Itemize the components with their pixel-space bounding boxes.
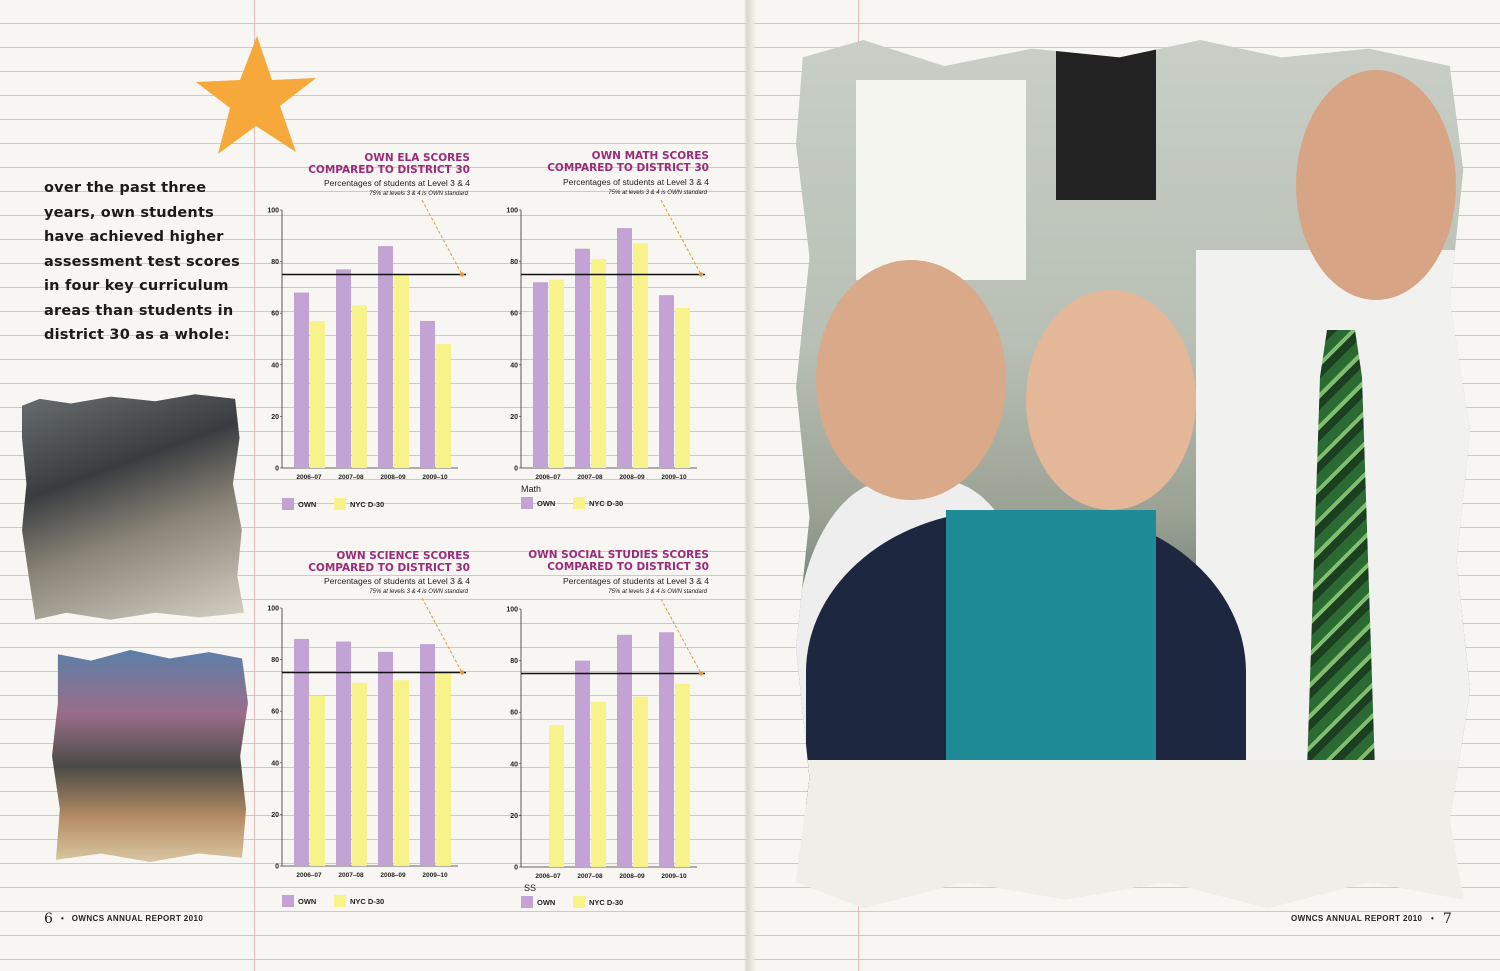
- y-tick-label: 20: [510, 413, 518, 421]
- photo-students-with-teacher: [796, 40, 1470, 908]
- chart-subtitle: Percentages of students at Level 3 & 4: [562, 177, 709, 187]
- legend-district-swatch: [334, 498, 346, 510]
- chart-math: [501, 150, 709, 520]
- chart-subtitle: Percentages of students at Level 3 & 4: [562, 576, 709, 586]
- chart-ela: [262, 150, 470, 520]
- bar-own: [336, 642, 351, 866]
- y-tick-label: 60: [271, 708, 279, 716]
- bar-district: [549, 280, 564, 468]
- x-tick-label: 2009–10: [422, 872, 448, 879]
- y-tick-label: 80: [510, 658, 518, 666]
- bar-district: [436, 673, 451, 867]
- chart-title-line2: COMPARED TO DISTRICT 30: [547, 162, 709, 174]
- x-tick-label: 2008–09: [380, 474, 406, 481]
- chart-plot-area: [262, 548, 470, 888]
- chart-legend: [282, 498, 386, 510]
- legend-own-swatch: [282, 895, 294, 907]
- legend-own: [521, 896, 573, 908]
- student-left-face: [816, 260, 1006, 500]
- wall-poster: [1056, 40, 1156, 200]
- x-tick-label: 2007–08: [338, 474, 364, 481]
- y-tick-label: 60: [510, 310, 518, 318]
- bar-own: [294, 293, 309, 468]
- chart-plot-area: [262, 150, 470, 490]
- chart-title-line1: OWN MATH SCORES: [591, 150, 709, 162]
- y-tick-label: 100: [267, 207, 279, 215]
- chart-plot-area: [501, 150, 709, 490]
- standard-marker: [699, 671, 703, 675]
- bar-district: [549, 725, 564, 867]
- legend-own: [521, 497, 573, 509]
- bar-district: [352, 305, 367, 468]
- y-tick-label: 80: [271, 259, 279, 267]
- y-tick-label: 80: [510, 259, 518, 267]
- legend-district-swatch: [573, 896, 585, 908]
- standard-pointer: [422, 200, 462, 275]
- chart-title-line1: OWN ELA SCORES: [364, 152, 470, 164]
- legend-district-label: NYC D-30: [589, 498, 624, 508]
- standard-marker: [460, 272, 464, 276]
- legend-district: [334, 498, 386, 510]
- legend-own-swatch: [282, 498, 294, 510]
- legend-own: [282, 498, 334, 510]
- bar-own: [378, 652, 393, 866]
- x-tick-label: 2008–09: [619, 474, 645, 481]
- stray-label: Math: [521, 484, 542, 494]
- y-tick-label: 40: [510, 362, 518, 370]
- standard-pointer: [661, 200, 701, 275]
- chart-subtitle: Percentages of students at Level 3 & 4: [323, 178, 470, 188]
- legend-district-label: NYC D-30: [589, 897, 624, 907]
- chart-social-studies: [501, 549, 709, 919]
- bar-district: [633, 697, 648, 867]
- y-tick-label: 0: [275, 465, 279, 473]
- chart-title-line1: OWN SCIENCE SCORES: [336, 550, 470, 562]
- star-icon: [194, 34, 320, 160]
- standard-marker: [699, 272, 703, 276]
- bar-district: [394, 680, 409, 866]
- bar-own: [659, 632, 674, 867]
- footer-right: [1291, 911, 1452, 927]
- chart-title-line2: COMPARED TO DISTRICT 30: [308, 164, 470, 176]
- teacher-face: [1296, 70, 1456, 300]
- x-tick-label: 2006–07: [535, 873, 561, 880]
- legend-district-swatch: [573, 497, 585, 509]
- stray-label: SS: [524, 883, 537, 893]
- chart-standard-note: 75% at levels 3 & 4 is OWN standard: [369, 589, 468, 595]
- chart-legend: [521, 497, 625, 509]
- legend-district-label: NYC D-30: [350, 499, 385, 509]
- legend-district: [573, 497, 625, 509]
- x-tick-label: 2007–08: [577, 873, 603, 880]
- standard-marker: [460, 670, 464, 674]
- bar-district: [394, 275, 409, 469]
- legend-own: [282, 895, 334, 907]
- bar-own: [533, 282, 548, 468]
- whiteboard: [856, 80, 1026, 280]
- chart-subtitle: Percentages of students at Level 3 & 4: [323, 576, 470, 586]
- bar-own: [378, 246, 393, 468]
- page-number-left: 6: [44, 911, 54, 927]
- y-tick-label: 40: [271, 362, 279, 370]
- x-tick-label: 2008–09: [619, 873, 645, 880]
- y-tick-label: 20: [271, 413, 279, 421]
- legend-district-label: NYC D-30: [350, 896, 385, 906]
- legend-district-swatch: [334, 895, 346, 907]
- student-middle-face: [1026, 290, 1196, 510]
- legend-own-swatch: [521, 497, 533, 509]
- y-tick-label: 80: [271, 657, 279, 665]
- footer-bullet-right: •: [1431, 914, 1435, 923]
- bar-own: [336, 269, 351, 468]
- x-tick-label: 2006–07: [296, 872, 322, 879]
- bar-district: [352, 683, 367, 866]
- chart-science: [262, 548, 470, 918]
- legend-own-label: OWN: [298, 896, 317, 906]
- chart-legend: [521, 896, 625, 908]
- x-tick-label: 2008–09: [380, 872, 406, 879]
- chart-legend: [282, 895, 386, 907]
- bar-district: [675, 308, 690, 468]
- footer-bullet-left: •: [60, 914, 65, 923]
- chart-standard-note: 75% at levels 3 & 4 is OWN standard: [608, 190, 707, 196]
- y-tick-label: 100: [506, 606, 518, 614]
- bar-own: [659, 295, 674, 468]
- y-tick-label: 60: [271, 310, 279, 318]
- bar-district: [310, 321, 325, 468]
- bar-district: [310, 696, 325, 866]
- page-number-right: 7: [1442, 911, 1453, 927]
- bar-district: [436, 344, 451, 468]
- photo-girls-reading: [52, 650, 248, 862]
- x-tick-label: 2006–07: [535, 474, 561, 481]
- x-tick-label: 2009–10: [661, 474, 687, 481]
- y-tick-label: 100: [506, 207, 518, 215]
- bar-own: [617, 635, 632, 867]
- y-tick-label: 20: [510, 812, 518, 820]
- y-tick-label: 0: [514, 465, 518, 473]
- chart-plot-area: [501, 549, 709, 889]
- x-tick-label: 2007–08: [338, 872, 364, 879]
- y-tick-label: 40: [271, 760, 279, 768]
- x-tick-label: 2007–08: [577, 474, 603, 481]
- chart-title-line2: COMPARED TO DISTRICT 30: [547, 561, 709, 573]
- legend-own-swatch: [521, 896, 533, 908]
- x-tick-label: 2009–10: [661, 873, 687, 880]
- chart-standard-note: 75% at levels 3 & 4 is OWN standard: [369, 191, 468, 197]
- y-tick-label: 100: [267, 605, 279, 613]
- legend-own-label: OWN: [537, 897, 556, 907]
- open-notebook: [796, 760, 1470, 908]
- intro-statement: over the past three years, own students have achieved higher assessment test scores in four key curriculum areas than students in district 30 as a whole:: [44, 180, 240, 343]
- legend-own-label: OWN: [537, 498, 556, 508]
- chart-standard-note: 75% at levels 3 & 4 is OWN standard: [608, 589, 707, 595]
- bar-district: [675, 684, 690, 867]
- bar-district: [591, 702, 606, 867]
- bar-district: [591, 259, 606, 468]
- bar-own: [617, 228, 632, 468]
- y-tick-label: 60: [510, 709, 518, 717]
- bar-district: [633, 244, 648, 468]
- chart-title-line2: COMPARED TO DISTRICT 30: [308, 562, 470, 574]
- bar-own: [420, 321, 435, 468]
- legend-district: [573, 896, 625, 908]
- x-tick-label: 2009–10: [422, 474, 448, 481]
- footer-title-right: OWNCS ANNUAL REPORT 2010: [1291, 914, 1423, 923]
- y-tick-label: 0: [514, 864, 518, 872]
- bar-own: [575, 249, 590, 468]
- chart-title-line1: OWN SOCIAL STUDIES SCORES: [528, 549, 709, 561]
- y-tick-label: 0: [275, 863, 279, 871]
- photo-girl-writing: [22, 392, 244, 622]
- legend-own-label: OWN: [298, 499, 317, 509]
- x-tick-label: 2006–07: [296, 474, 322, 481]
- y-tick-label: 40: [510, 761, 518, 769]
- bar-own: [575, 661, 590, 867]
- footer-left: [44, 911, 203, 927]
- y-tick-label: 20: [271, 811, 279, 819]
- footer-title-left: OWNCS ANNUAL REPORT 2010: [71, 914, 204, 923]
- legend-district: [334, 895, 386, 907]
- bar-own: [420, 644, 435, 866]
